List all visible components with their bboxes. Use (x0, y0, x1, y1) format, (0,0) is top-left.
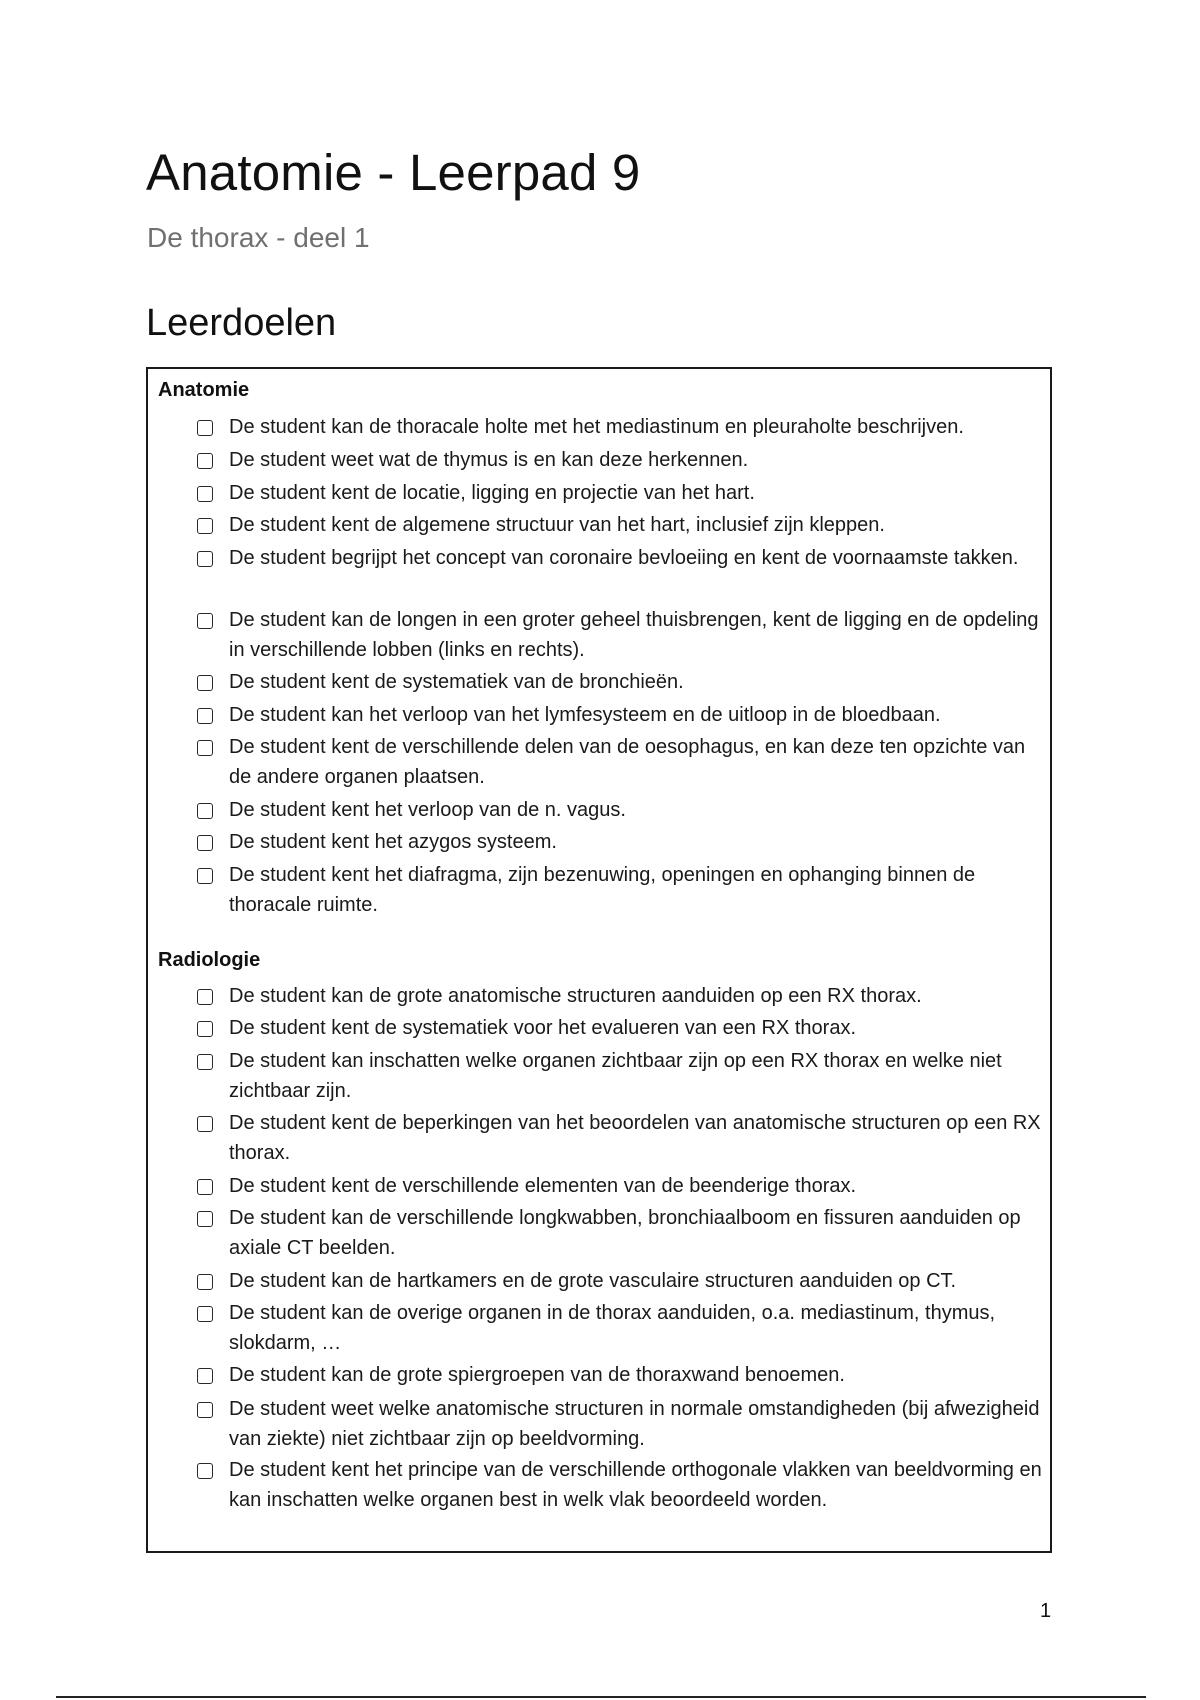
checkbox[interactable] (197, 613, 213, 629)
page-bottom-divider (56, 1696, 1146, 1698)
checkbox[interactable] (197, 675, 213, 691)
objective-text: De student kent de algemene structuur van het hart, inclusief zijn kleppen. (229, 514, 885, 536)
objective-text: De student kent de verschillende delen van de oesophagus, en kan deze ten opzichte van de andere organen plaatsen. (229, 736, 1026, 788)
objective-text: De student kan de thoracale holte met het mediastinum en pleuraholte beschrijven. (229, 416, 964, 438)
objective-text: De student kan inschatten welke organen zichtbaar zijn op een RX thorax en welke niet zichtbaar zijn. (229, 1050, 1002, 1102)
objective-text: De student kan de verschillende longkwabben, bronchiaalboom en fissuren aanduiden op axiale CT beelden. (229, 1207, 1021, 1259)
checkbox[interactable] (197, 1463, 213, 1479)
checkbox[interactable] (197, 1368, 213, 1384)
objective-text: De student begrijpt het concept van coronaire bevloeiing en kent de voornaamste takken. (229, 547, 1019, 569)
group-title-radiologie: Radiologie (158, 949, 261, 971)
checkbox[interactable] (197, 868, 213, 884)
checkbox[interactable] (197, 1021, 213, 1037)
objective-text: De student kent de verschillende elementen van de beenderige thorax. (229, 1175, 857, 1197)
objective-text: De student kan de grote anatomische structuren aanduiden op een RX thorax. (229, 985, 922, 1007)
checkbox[interactable] (197, 803, 213, 819)
objective-text: De student kent de locatie, ligging en projectie van het hart. (229, 482, 755, 504)
checkbox[interactable] (197, 1274, 213, 1290)
checkbox[interactable] (197, 989, 213, 1005)
document-subtitle: De thorax - deel 1 (147, 222, 370, 253)
objective-text: De student kan de overige organen in de thorax aanduiden, o.a. mediastinum, thymus, slokdarm, … (229, 1302, 996, 1354)
objective-text: De student weet wat de thymus is en kan deze herkennen. (229, 449, 749, 471)
page-number: 1 (1040, 1600, 1052, 1622)
objective-text: De student kan de hartkamers en de grote vasculaire structuren aanduiden op CT. (229, 1270, 957, 1292)
objective-text: De student kent het principe van de verschillende orthogonale vlakken van beeldvorming en kan inschatten welke organen best in welk vlak beoordeeld worden. (229, 1459, 1042, 1511)
document-title: Anatomie - Leerpad 9 (146, 144, 641, 201)
objective-text: De student kent de systematiek voor het evalueren van een RX thorax. (229, 1017, 857, 1039)
checkbox[interactable] (197, 1306, 213, 1322)
group-title-anatomie: Anatomie (158, 379, 250, 401)
checkbox[interactable] (197, 1179, 213, 1195)
checkbox[interactable] (197, 518, 213, 534)
objective-text: De student kent het diafragma, zijn bezenuwing, openingen en ophanging binnen de thoracale ruimte. (229, 864, 976, 916)
checkbox[interactable] (197, 708, 213, 724)
checkbox[interactable] (197, 740, 213, 756)
objective-text: De student weet welke anatomische structuren in normale omstandigheden (bij afwezigheid van ziekte) niet zichtbaar zijn op beeldvorming. (229, 1398, 1040, 1450)
objective-text: De student kan de grote spiergroepen van de thoraxwand benoemen. (229, 1364, 845, 1386)
checkbox[interactable] (197, 420, 213, 436)
objective-text: De student kan het verloop van het lymfesysteem en de uitloop in de bloedbaan. (229, 704, 941, 726)
checkbox[interactable] (197, 486, 213, 502)
checkbox[interactable] (197, 1054, 213, 1070)
objective-text: De student kan de longen in een groter geheel thuisbrengen, kent de ligging en de opdeling in verschillende lobben (links en rechts). (229, 609, 1039, 661)
checkbox[interactable] (197, 1211, 213, 1227)
objective-text: De student kent de systematiek van de bronchieën. (229, 671, 684, 693)
checkbox[interactable] (197, 835, 213, 851)
objective-text: De student kent het azygos systeem. (229, 831, 557, 853)
checkbox[interactable] (197, 1116, 213, 1132)
section-heading: Leerdoelen (146, 302, 337, 344)
objective-text: De student kent de beperkingen van het beoordelen van anatomische structuren op een RX thorax. (229, 1112, 1041, 1164)
checkbox[interactable] (197, 551, 213, 567)
learning-objectives-box (146, 367, 1052, 1553)
checkbox[interactable] (197, 453, 213, 469)
checkbox[interactable] (197, 1402, 213, 1418)
objective-text: De student kent het verloop van de n. vagus. (229, 799, 626, 821)
